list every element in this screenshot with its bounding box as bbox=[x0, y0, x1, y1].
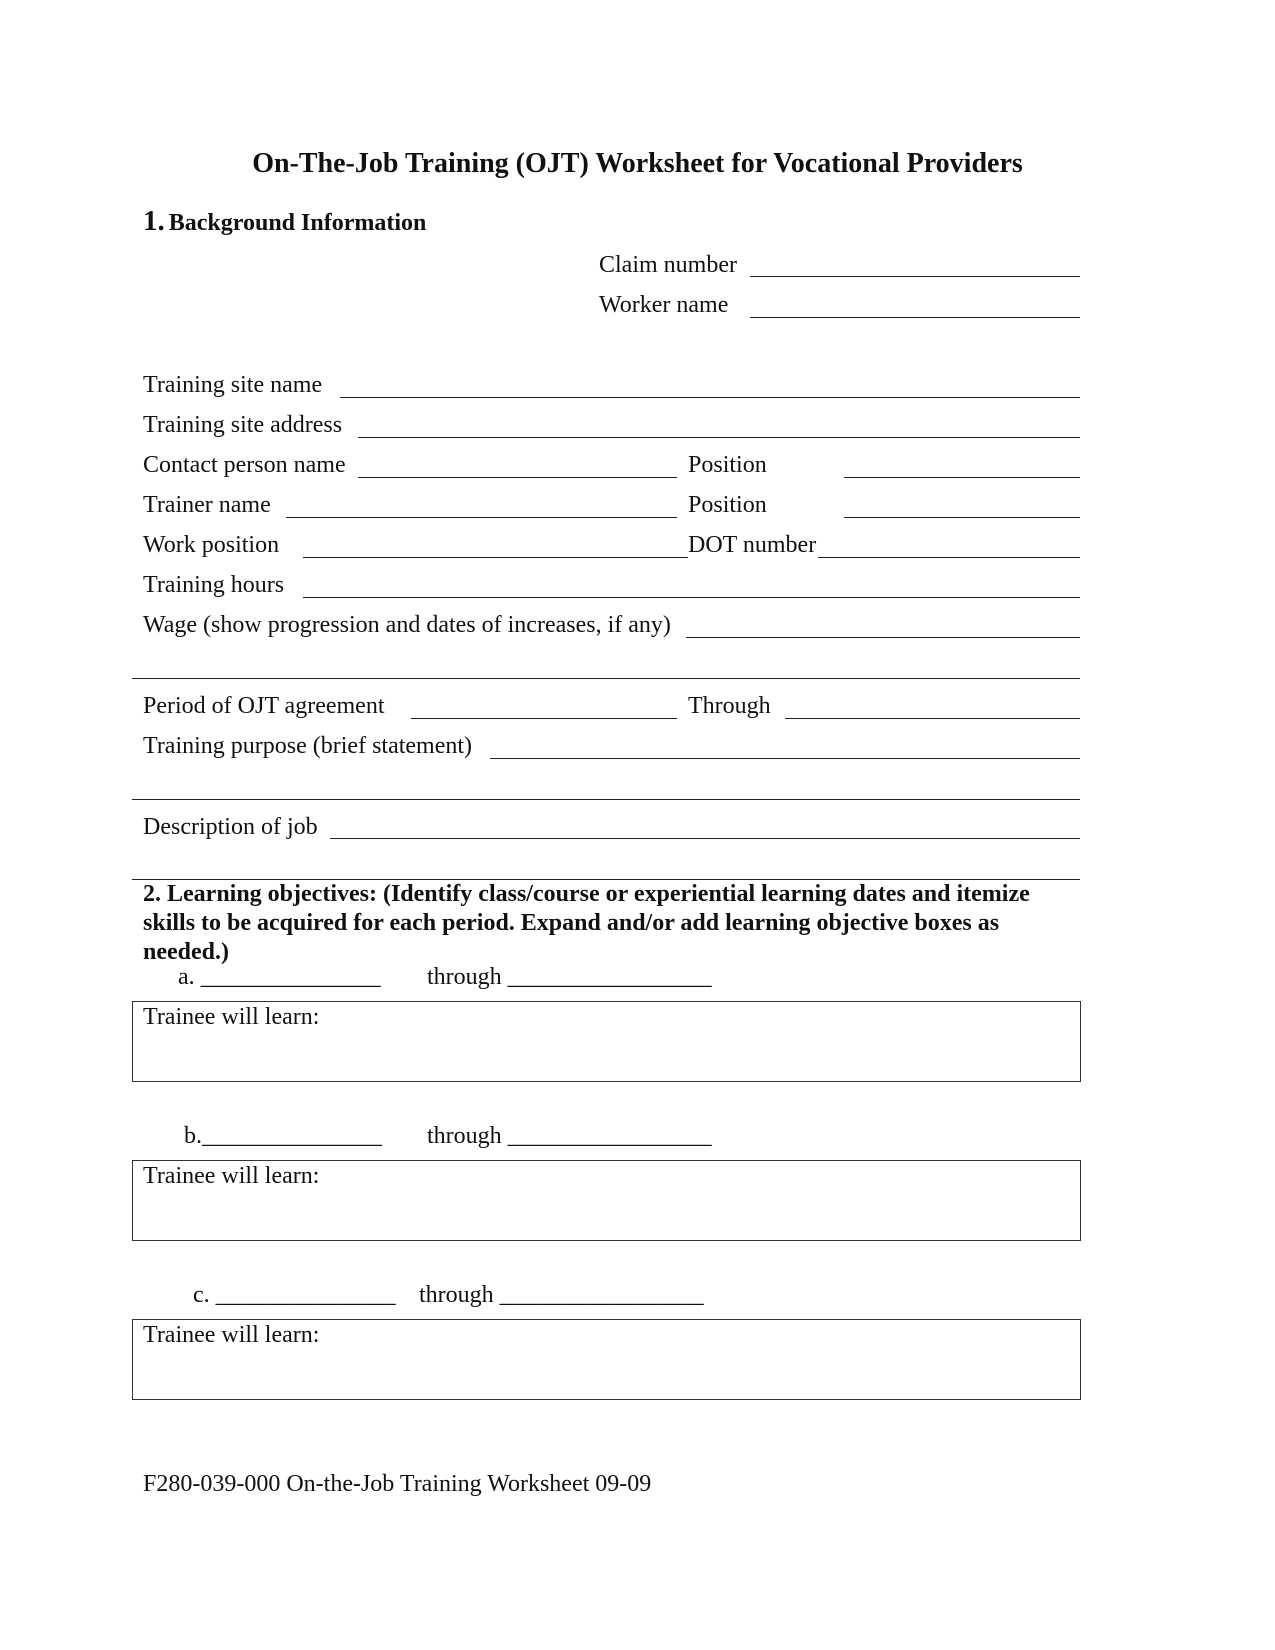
training-site-address-field[interactable] bbox=[358, 437, 1080, 438]
section-1-heading bbox=[143, 205, 426, 238]
worker-name-field[interactable] bbox=[750, 317, 1080, 318]
claim-number-label: Claim number bbox=[599, 252, 737, 278]
period-a-start[interactable]: a. _______________ bbox=[178, 964, 381, 990]
work-position-label: Work position bbox=[143, 532, 280, 558]
trainer-position-field[interactable] bbox=[844, 517, 1080, 518]
training-site-name-label: Training site name bbox=[143, 372, 323, 398]
contact-position-label: Position bbox=[688, 452, 767, 478]
period-c-start[interactable]: c. _______________ bbox=[193, 1282, 396, 1308]
wage-field-continued[interactable] bbox=[132, 678, 1080, 679]
training-site-address-label: Training site address bbox=[143, 412, 343, 438]
wage-field[interactable] bbox=[686, 637, 1080, 638]
contact-person-name-label: Contact person name bbox=[143, 452, 346, 478]
period-c-through[interactable]: through _________________ bbox=[419, 1282, 704, 1308]
section-1-number: 1. bbox=[143, 205, 165, 237]
section-2-heading: 2. Learning objectives: (Identify class/course or experiential learning dates and itemize skills to be acquired for each period. Expand and/or add learning objective boxes as needed.) bbox=[143, 881, 1030, 965]
period-start-field[interactable] bbox=[411, 718, 677, 719]
learning-objective-box-c[interactable] bbox=[132, 1319, 1081, 1400]
page-title: On-The-Job Training (OJT) Worksheet for Vocational Providers bbox=[252, 148, 1023, 179]
training-hours-field[interactable] bbox=[303, 597, 1080, 598]
training-site-name-field[interactable] bbox=[340, 397, 1080, 398]
trainee-will-learn-label: Trainee will learn: bbox=[143, 1163, 320, 1189]
period-a-through[interactable]: through _________________ bbox=[427, 964, 712, 990]
trainee-will-learn-label: Trainee will learn: bbox=[143, 1004, 320, 1030]
period-b-start[interactable]: b._______________ bbox=[184, 1123, 382, 1149]
trainer-name-label: Trainer name bbox=[143, 492, 271, 518]
form-footer: F280-039-000 On-the-Job Training Worksheet 09-09 bbox=[143, 1471, 652, 1497]
claim-number-field[interactable] bbox=[750, 276, 1080, 277]
wage-label: Wage (show progression and dates of increases, if any) bbox=[143, 612, 671, 638]
period-b-through[interactable]: through _________________ bbox=[427, 1123, 712, 1149]
period-of-ojt-label: Period of OJT agreement bbox=[143, 693, 385, 719]
period-end-field[interactable] bbox=[785, 718, 1080, 719]
training-purpose-field[interactable] bbox=[490, 758, 1080, 759]
training-purpose-label: Training purpose (brief statement) bbox=[143, 733, 473, 759]
period-through-label: Through bbox=[688, 693, 771, 719]
training-purpose-field-continued[interactable] bbox=[132, 799, 1080, 800]
trainee-will-learn-label: Trainee will learn: bbox=[143, 1322, 320, 1348]
worker-name-label: Worker name bbox=[599, 292, 729, 318]
dot-number-label: DOT number bbox=[688, 532, 817, 558]
trainer-name-field[interactable] bbox=[286, 517, 677, 518]
learning-objective-box-b[interactable] bbox=[132, 1160, 1081, 1241]
trainer-position-label: Position bbox=[688, 492, 767, 518]
contact-person-name-field[interactable] bbox=[358, 477, 677, 478]
description-of-job-field[interactable] bbox=[330, 838, 1080, 839]
description-of-job-label: Description of job bbox=[143, 814, 318, 840]
training-hours-label: Training hours bbox=[143, 572, 285, 598]
section-1-title: Background Information bbox=[168, 210, 427, 236]
contact-position-field[interactable] bbox=[844, 477, 1080, 478]
learning-objective-box-a[interactable] bbox=[132, 1001, 1081, 1082]
